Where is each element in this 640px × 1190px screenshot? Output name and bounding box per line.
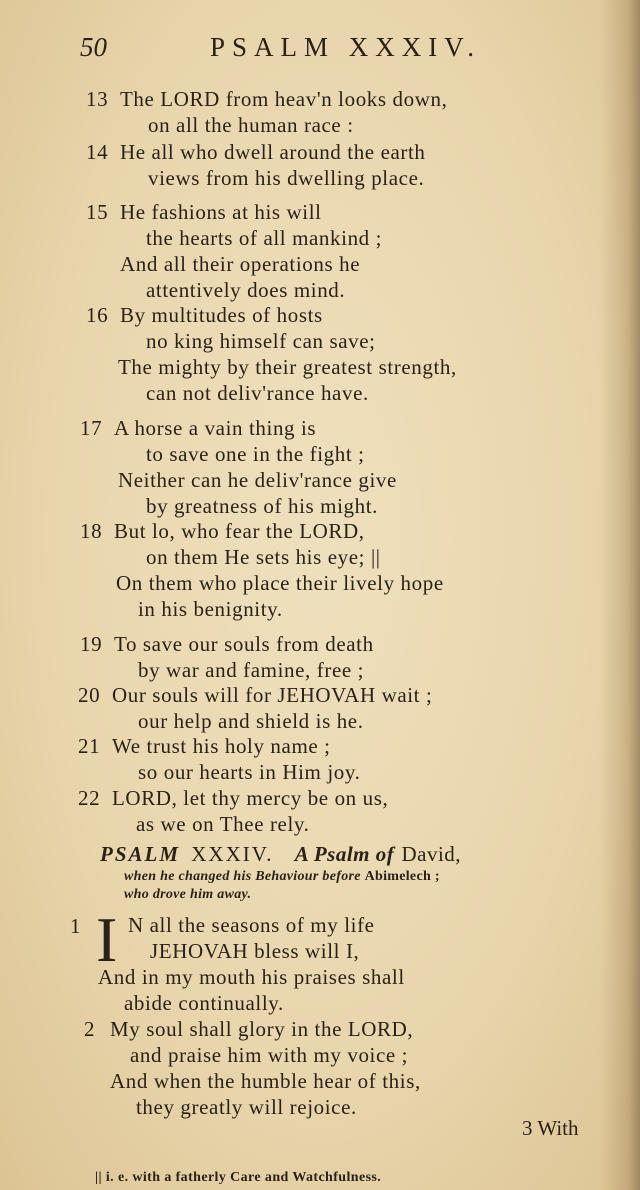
heading-note-text: when he changed his Behaviour before — [124, 869, 361, 884]
verse-text: Our souls will for JEHOVAH wait ; — [112, 683, 433, 707]
verse-line — [86, 302, 323, 328]
verse-number: 14 — [86, 140, 109, 164]
verse-number: 13 — [86, 87, 109, 111]
verse-line — [86, 199, 322, 225]
verse-number: 15 — [86, 200, 109, 224]
verse-line: attentively does mind. — [146, 278, 346, 302]
verse-number: 2 — [84, 1017, 96, 1041]
verse-line: On them who place their lively hope — [116, 571, 444, 595]
verse-number: 16 — [86, 303, 109, 327]
verse-line: on all the human race : — [148, 113, 354, 137]
verse-line: views from his dwelling place. — [148, 166, 425, 190]
verse-number: 20 — [78, 683, 101, 707]
verse-line — [78, 733, 331, 759]
verse-number: 1 — [70, 914, 82, 938]
psalm-number: XXXIV. — [191, 842, 274, 866]
verse-text: We trust his holy name ; — [112, 734, 331, 758]
verse-number: 17 — [80, 416, 103, 440]
verse-text: By multitudes of hosts — [120, 303, 323, 327]
verse-line — [86, 86, 447, 112]
verse-line: our help and shield is he. — [138, 709, 364, 733]
verse-text: But lo, who fear the LORD, — [114, 519, 365, 543]
verse-number: 22 — [78, 786, 101, 810]
verse-text: LORD, let thy mercy be on us, — [112, 786, 389, 810]
verse-line: by war and famine, free ; — [138, 658, 365, 682]
verse-line: N all the seasons of my life — [128, 913, 375, 937]
verse-line — [80, 415, 316, 441]
heading-note — [124, 869, 440, 885]
heading-note-name: Abimelech ; — [364, 869, 440, 884]
verse-text: He fashions at his will — [120, 200, 322, 224]
footnote: || i. e. with a fatherly Care and Watchfulness. — [95, 1170, 382, 1185]
page-number: 50 — [80, 32, 107, 62]
verse-line: and praise him with my voice ; — [130, 1043, 409, 1067]
verse-line: no king himself can save; — [146, 329, 376, 353]
verse-line: by greatness of his might. — [146, 494, 378, 518]
verse-text: He all who dwell around the earth — [120, 140, 426, 164]
psalm-author: David, — [401, 842, 462, 866]
catchword: 3 With — [522, 1116, 579, 1140]
verse-line: the hearts of all mankind ; — [146, 226, 383, 250]
verse-line: in his benignity. — [138, 597, 283, 621]
verse-line: JEHOVAH bless will I, — [150, 939, 360, 963]
verse-line — [86, 139, 426, 165]
verse-line: so our hearts in Him joy. — [138, 760, 361, 784]
verse-line — [80, 631, 374, 657]
verse-line — [84, 1016, 413, 1042]
verse-line: they greatly will rejoice. — [136, 1095, 357, 1119]
verse-line: on them He sets his eye; || — [146, 545, 381, 569]
verse-text: To save our souls from death — [114, 632, 374, 656]
heading-note: who drove him away. — [124, 887, 252, 902]
verse-text: My soul shall glory in the LORD, — [110, 1017, 414, 1041]
drop-cap: I — [96, 904, 118, 975]
verse-line: abide continually. — [124, 991, 284, 1015]
verse-number: 19 — [80, 632, 103, 656]
page-edge-shadow — [600, 0, 640, 1190]
verse-line: The mighty by their greatest strength, — [118, 355, 457, 379]
verse-line: to save one in the fight ; — [146, 442, 365, 466]
verse-line: as we on Thee rely. — [136, 812, 310, 836]
verse-line: And in my mouth his praises shall — [98, 965, 405, 989]
verse-line — [78, 785, 388, 811]
page-header — [80, 30, 540, 66]
verse-line — [80, 518, 365, 544]
verse-line: Neither can he deliv'rance give — [118, 468, 397, 492]
verse-number: 18 — [80, 519, 103, 543]
verse-text: The LORD from heav'n looks down, — [120, 87, 448, 111]
psalm-heading — [100, 842, 461, 867]
verse-line: can not deliv'rance have. — [146, 381, 369, 405]
verse-line: And when the humble hear of this, — [110, 1069, 421, 1093]
verse-text: A horse a vain thing is — [114, 416, 317, 440]
psalm-subtitle: A Psalm of — [294, 842, 395, 866]
running-head: PSALM XXXIV. — [210, 32, 482, 62]
verse-number: 21 — [78, 734, 101, 758]
verse-line — [78, 682, 432, 708]
psalm-title: PSALM — [100, 842, 181, 866]
verse-line: And all their operations he — [120, 252, 361, 276]
